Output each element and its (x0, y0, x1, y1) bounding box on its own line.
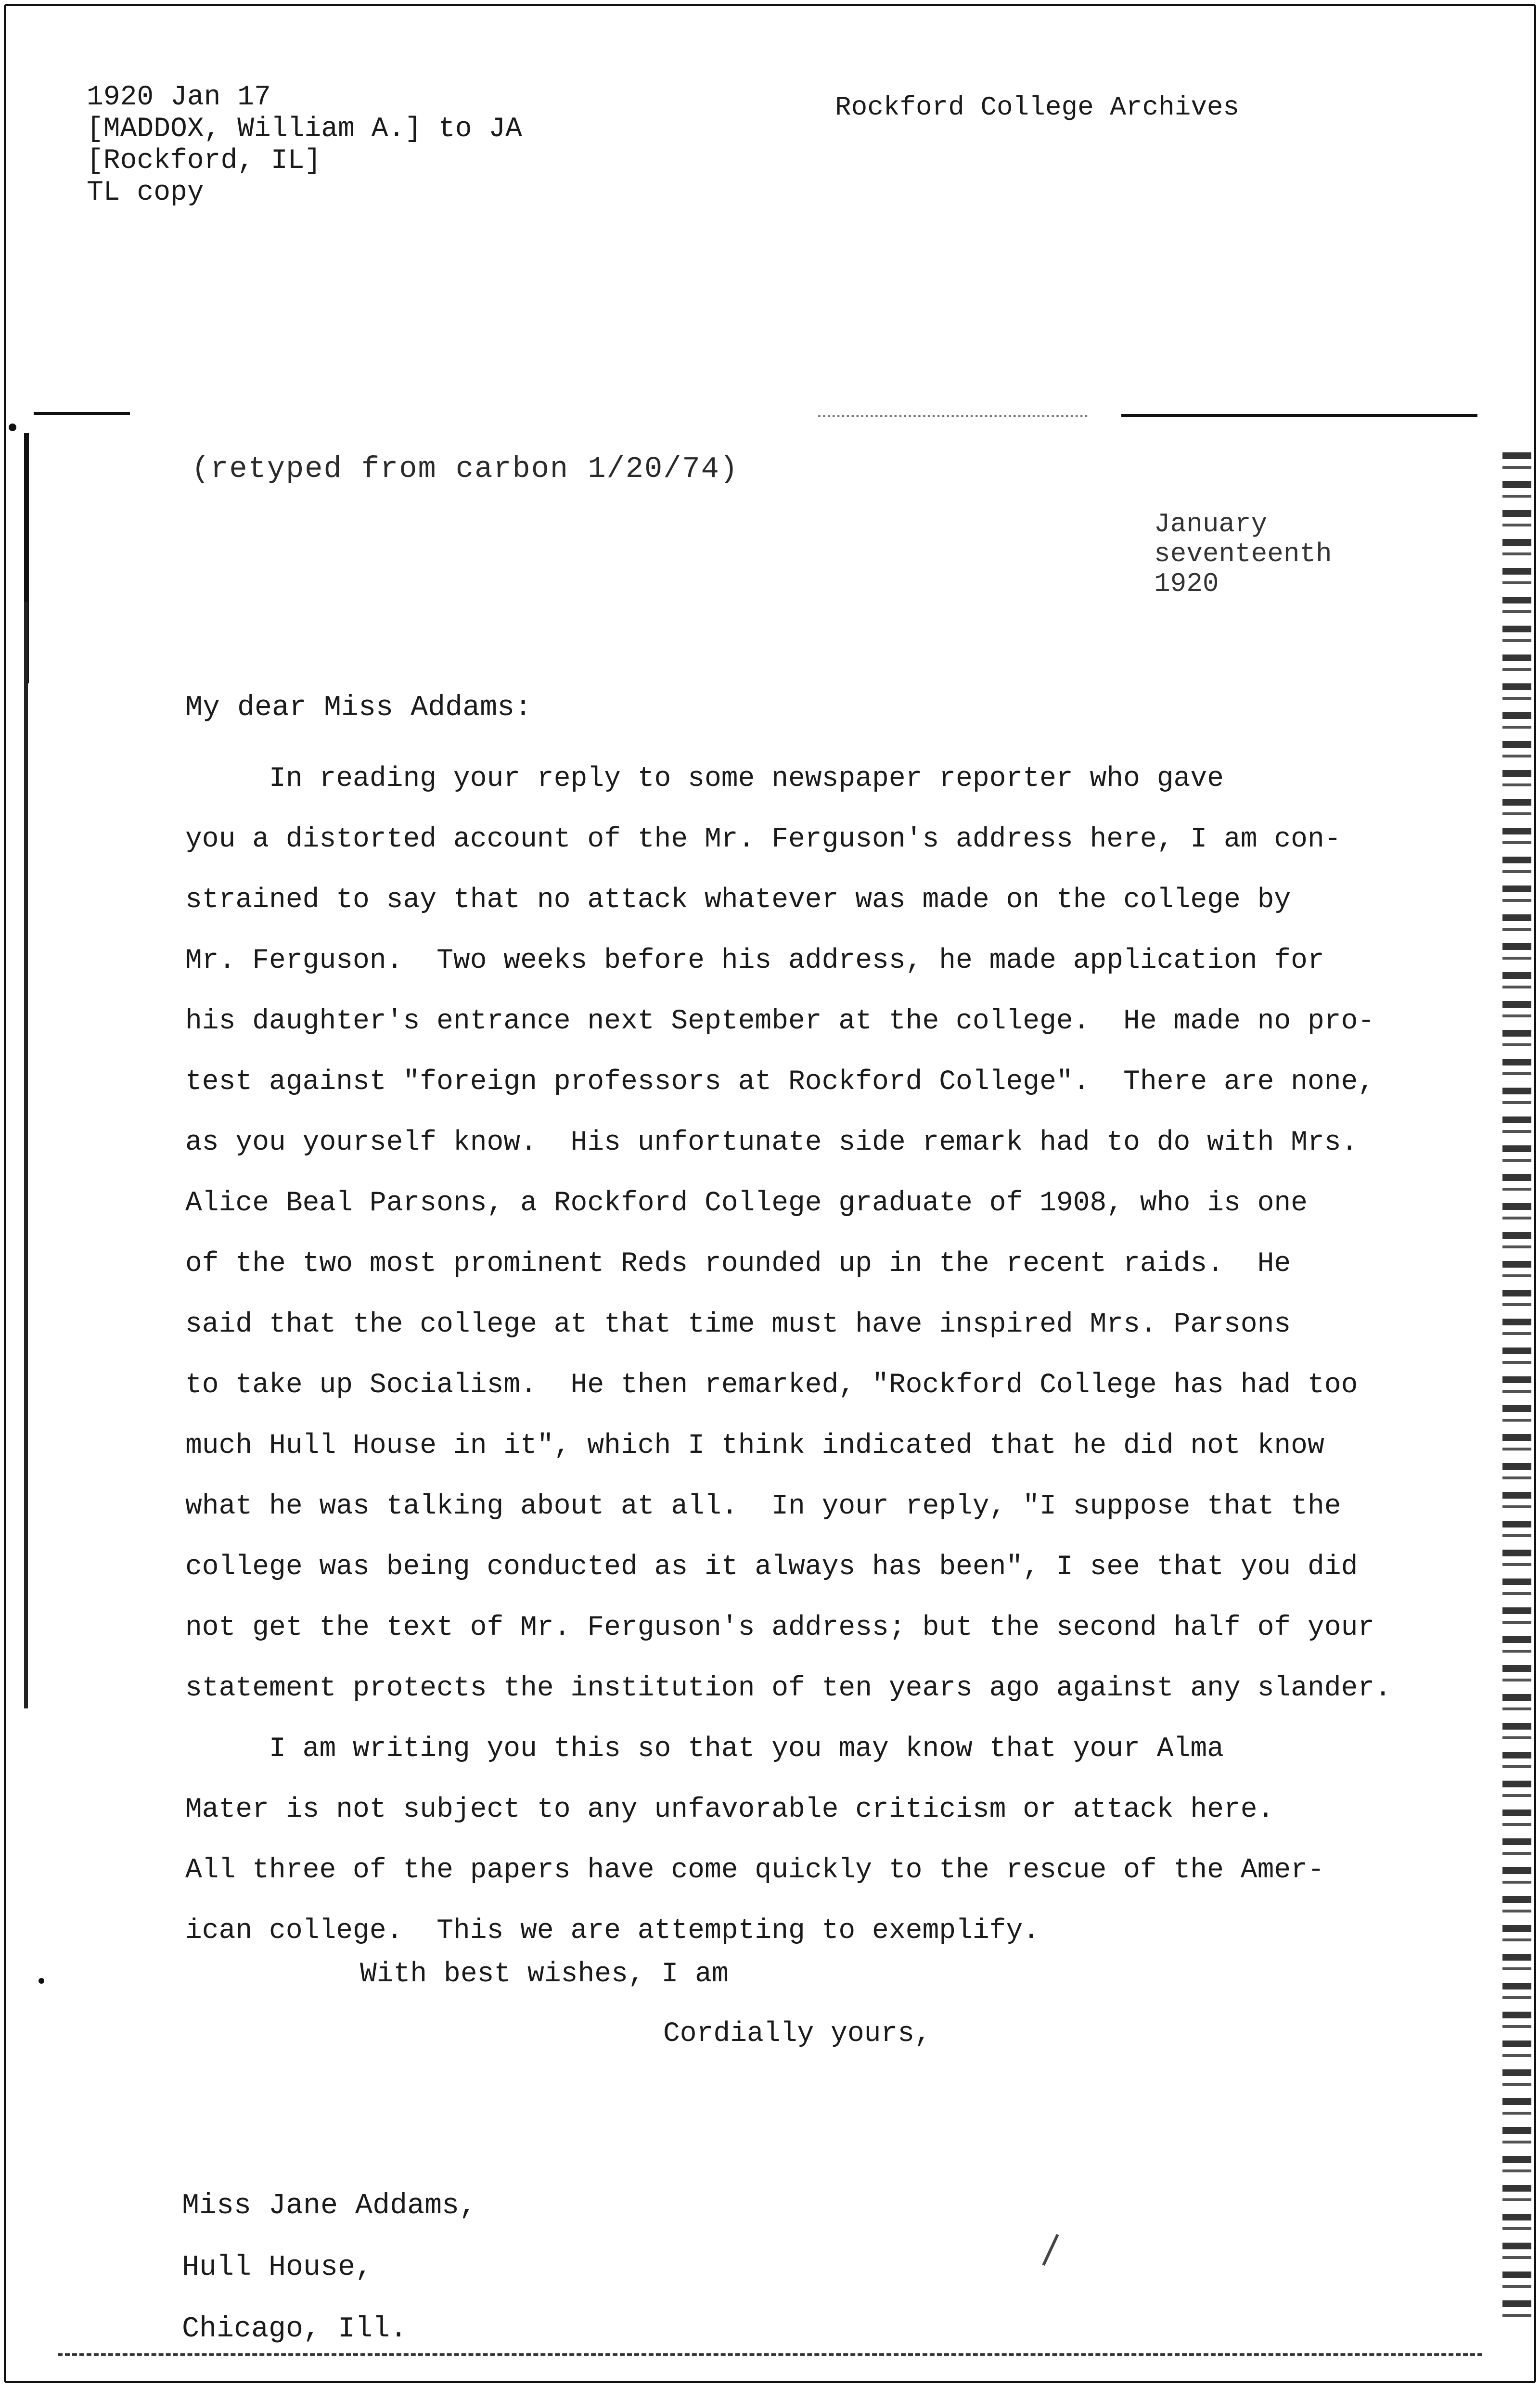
separator-rule-right (1121, 414, 1477, 417)
letter-body (185, 749, 1475, 1962)
body-line: Mater is not subject to any unfavorable criticism or attack here. (185, 1794, 1274, 1825)
date-month: January (1154, 509, 1268, 539)
body-line: to take up Socialism. He then remarked, "Rockford College has had too (185, 1370, 1358, 1401)
separator-rule-dots (818, 415, 1088, 417)
body-line: statement protects the institution of ten years ago against any slander. (185, 1673, 1392, 1704)
closing-wishes: With best wishes, I am (360, 1959, 729, 1990)
header-correspondents: [MADDOX, William A.] to JA (87, 114, 522, 145)
body-line: ican college. This we are attempting to exemplify. (185, 1915, 1040, 1947)
scan-mark-dot (38, 1978, 44, 1984)
scan-edge-line (24, 602, 28, 1708)
recipient-city: Chicago, Ill. (182, 2313, 408, 2346)
header-date: 1920 Jan 17 (87, 82, 271, 113)
separator-rule-left (34, 412, 130, 415)
salutation: My dear Miss Addams: (185, 692, 532, 724)
body-line: you a distorted account of the Mr. Ferguson's address here, I am con- (185, 824, 1341, 855)
recipient-name: Miss Jane Addams, (182, 2190, 477, 2222)
body-line: All three of the papers have come quickly to the rescue of the Amer- (185, 1855, 1324, 1886)
body-line: Alice Beal Parsons, a Rockford College graduate of 1908, who is one (185, 1188, 1308, 1219)
header-doc-type: TL copy (87, 177, 204, 208)
body-line: In reading your reply to some newspaper reporter who gave (185, 763, 1224, 795)
body-line: as you yourself know. His unfortunate side remark had to do with Mrs. (185, 1127, 1358, 1158)
body-line: of the two most prominent Reds rounded up in the recent raids. He (185, 1248, 1291, 1280)
date-day: seventeenth (1154, 539, 1332, 569)
archive-label: Rockford College Archives (835, 92, 1240, 123)
body-line: what he was talking about at all. In your reply, "I suppose that the (185, 1491, 1341, 1522)
date-year: 1920 (1154, 568, 1219, 599)
body-line: college was being conducted as it always has been", I see that you did (185, 1552, 1358, 1583)
body-line: strained to say that no attack whatever was made on the college by (185, 885, 1291, 916)
recipient-address (182, 2175, 476, 2360)
body-line: said that the college at that time must have inspired Mrs. Parsons (185, 1309, 1291, 1340)
letter-date (1154, 509, 1332, 599)
scan-edge-noise (1502, 452, 1531, 2320)
body-line: not get the text of Mr. Ferguson's address; but the second half of your (185, 1612, 1375, 1643)
body-line: much Hull House in it", which I think indicated that he did not know (185, 1430, 1324, 1462)
closing-signoff: Cordially yours, (663, 2018, 931, 2050)
catalog-header (87, 82, 522, 209)
retyped-note: (retyped from carbon 1/20/74) (192, 452, 739, 486)
header-place: [Rockford, IL] (87, 145, 321, 177)
body-line: Mr. Ferguson. Two weeks before his address, he made application for (185, 945, 1324, 976)
body-line: I am writing you this so that you may know that your Alma (185, 1733, 1224, 1765)
recipient-street: Hull House, (182, 2251, 373, 2284)
body-line: his daughter's entrance next September at the college. He made no pro- (185, 1006, 1375, 1037)
body-line: test against "foreign professors at Rockford College". There are none, (185, 1066, 1375, 1098)
scan-mark-dot (9, 424, 16, 431)
